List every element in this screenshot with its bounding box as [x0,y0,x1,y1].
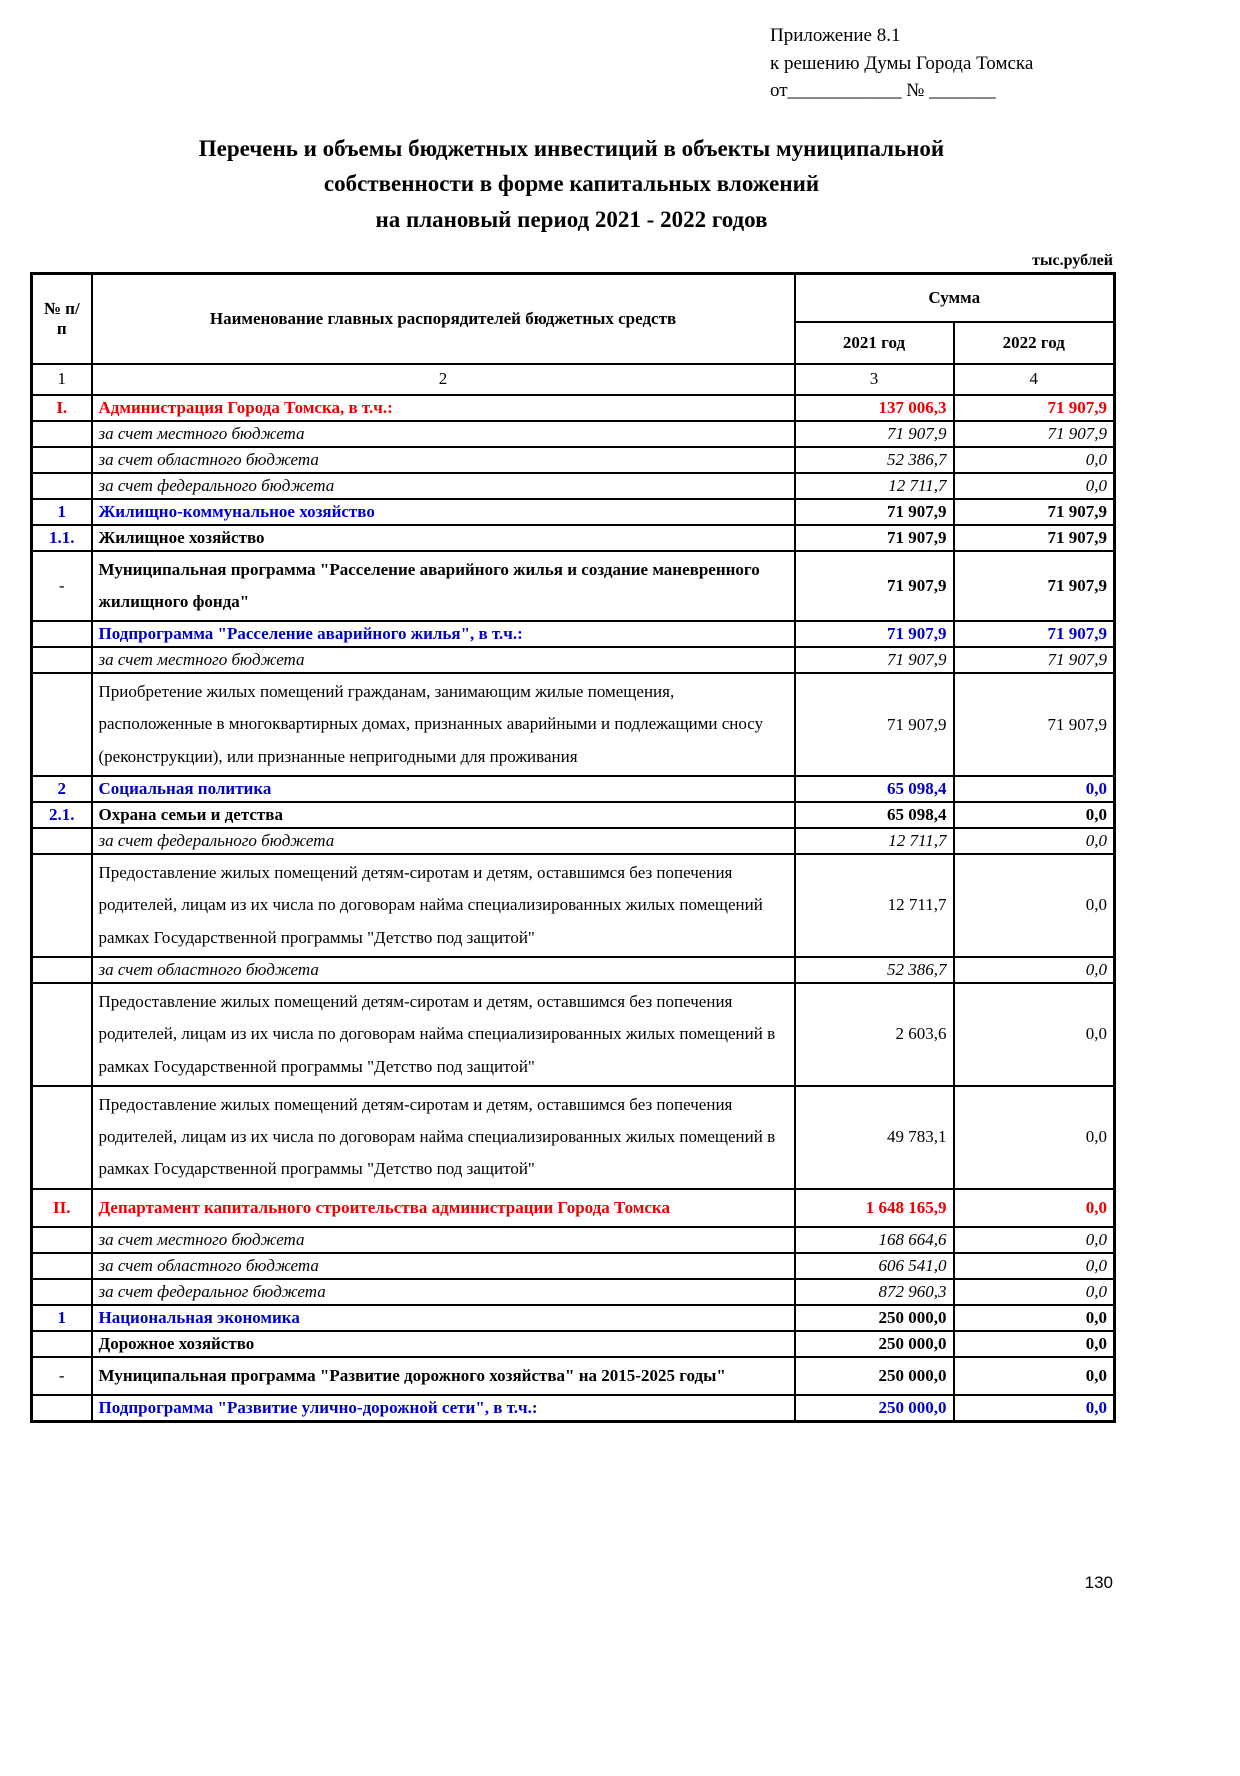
value-2022: 71 907,9 [954,647,1115,673]
table-row [32,1253,1115,1279]
value-2021: 12 711,7 [795,828,954,854]
value-2022: 0,0 [954,1253,1115,1279]
table-row [32,1331,1115,1357]
header-sum: Сумма [795,273,1115,322]
value-2022: 71 907,9 [954,551,1115,622]
value-2021: 71 907,9 [795,499,954,525]
document-page [0,22,1240,1776]
row-number: II. [32,1189,92,1227]
value-2022: 71 907,9 [954,621,1115,647]
title-line-3: на плановый период 2021 - 2022 годов [375,206,768,232]
row-name: Жилищно-коммунальное хозяйство [92,499,795,525]
value-2021: 12 711,7 [795,854,954,957]
row-number [32,1086,92,1189]
table-row [32,647,1115,673]
table-row [32,1305,1115,1331]
value-2022: 0,0 [954,1086,1115,1189]
value-2022: 0,0 [954,776,1115,802]
value-2021: 71 907,9 [795,551,954,622]
row-name: Предоставление жилых помещений детям-сиротам и детям, оставшимся без попечения родителей, лицам из их числа по договорам найма специализированных жилых помещений в рамках Государственной программы "Детство под защитой" [92,1086,795,1189]
table-row [32,673,1115,776]
row-number [32,1395,92,1422]
table-row [32,983,1115,1086]
value-2021: 1 648 165,9 [795,1189,954,1227]
table-row [32,957,1115,983]
value-2021: 168 664,6 [795,1227,954,1253]
value-2021: 71 907,9 [795,525,954,551]
value-2022: 71 907,9 [954,421,1115,447]
value-2021: 250 000,0 [795,1357,954,1395]
header-name: Наименование главных распорядителей бюджетных средств [92,273,795,364]
table-row [32,621,1115,647]
row-name: Дорожное хозяйство [92,1331,795,1357]
row-number: I. [32,395,92,421]
row-number [32,1279,92,1305]
column-index-4: 4 [954,364,1115,395]
table-header [32,273,1115,395]
value-2022: 0,0 [954,1227,1115,1253]
row-number: 1.1. [32,525,92,551]
header-row-number: № п/п [32,273,92,364]
row-name: за счет местного бюджета [92,647,795,673]
table-row [32,551,1115,622]
value-2021: 250 000,0 [795,1305,954,1331]
row-name: за счет областного бюджета [92,957,795,983]
value-2022: 71 907,9 [954,673,1115,776]
table-row [32,499,1115,525]
row-name: за счет федерального бюджета [92,828,795,854]
row-number [32,647,92,673]
value-2021: 49 783,1 [795,1086,954,1189]
table-row [32,854,1115,957]
budget-table [30,272,1116,1424]
value-2022: 0,0 [954,1189,1115,1227]
value-2021: 250 000,0 [795,1395,954,1422]
value-2022: 0,0 [954,983,1115,1086]
value-2022: 0,0 [954,854,1115,957]
row-name: Жилищное хозяйство [92,525,795,551]
row-name: за счет местного бюджета [92,1227,795,1253]
value-2022: 0,0 [954,1279,1115,1305]
appendix-line-2: к решению Думы Города Томска [770,52,1034,74]
header-year-2021: 2021 год [795,322,954,364]
value-2022: 0,0 [954,1331,1115,1357]
value-2021: 65 098,4 [795,802,954,828]
row-number: 2.1. [32,802,92,828]
value-2021: 71 907,9 [795,673,954,776]
value-2022: 0,0 [954,473,1115,499]
page-title [30,131,1113,238]
table-row [32,473,1115,499]
table-body [32,395,1115,1422]
value-2022: 0,0 [954,1395,1115,1422]
row-number [32,621,92,647]
value-2022: 0,0 [954,447,1115,473]
table-row [32,1227,1115,1253]
row-number [32,421,92,447]
row-name: Муниципальная программа "Развитие дорожного хозяйства" на 2015-2025 годы" [92,1357,795,1395]
value-2021: 872 960,3 [795,1279,954,1305]
table-row [32,1189,1115,1227]
table-row [32,447,1115,473]
value-2022: 0,0 [954,1305,1115,1331]
table-row [32,421,1115,447]
row-name: Предоставление жилых помещений детям-сиротам и детям, оставшимся без попечения родителей, лицам из их числа по договорам найма специализированных жилых помещений рамках Государственной программы "Детство под защитой" [92,854,795,957]
column-index-3: 3 [795,364,954,395]
table-row [32,395,1115,421]
row-name: Департамент капитального строительства администрации Города Томска [92,1189,795,1227]
row-name: Подпрограмма "Расселение аварийного жилья", в т.ч.: [92,621,795,647]
value-2022: 0,0 [954,957,1115,983]
row-name: Национальная экономика [92,1305,795,1331]
table-row [32,1086,1115,1189]
table-row [32,802,1115,828]
header-year-2022: 2022 год [954,322,1115,364]
row-name: за счет федерального бюджета [92,473,795,499]
row-name: за счет областного бюджета [92,447,795,473]
row-name: Социальная политика [92,776,795,802]
value-2022: 0,0 [954,802,1115,828]
row-number [32,957,92,983]
row-number: - [32,551,92,622]
table-row [32,1279,1115,1305]
row-name: Муниципальная программа "Расселение аварийного жилья и создание маневренного жилищного фонда" [92,551,795,622]
row-number [32,447,92,473]
value-2021: 137 006,3 [795,395,954,421]
table-row [32,828,1115,854]
value-2022: 71 907,9 [954,499,1115,525]
value-2021: 52 386,7 [795,447,954,473]
value-2021: 71 907,9 [795,647,954,673]
table-row [32,525,1115,551]
value-2021: 2 603,6 [795,983,954,1086]
appendix-block [770,22,1240,105]
value-2022: 71 907,9 [954,525,1115,551]
appendix-line-3: от____________ № _______ [770,80,996,102]
row-name: за счет областного бюджета [92,1253,795,1279]
row-number [32,854,92,957]
table-row [32,776,1115,802]
title-line-2: собственности в форме капитальных вложений [323,171,820,197]
row-name: Приобретение жилых помещений гражданам, занимающим жилые помещения, расположенные в многоквартирных домах, признанных аварийными и подлежащими сносу (реконструкции), или признанные непригодными для проживания [92,673,795,776]
unit-note: тыс.рублей [1032,251,1113,269]
value-2021: 65 098,4 [795,776,954,802]
value-2022: 0,0 [954,1357,1115,1395]
row-name: Подпрограмма "Развитие улично-дорожной сети", в т.ч.: [92,1395,795,1422]
row-number: 1 [32,1305,92,1331]
title-line-1: Перечень и объемы бюджетных инвестиций в объекты муниципальной [198,135,945,161]
value-2021: 71 907,9 [795,421,954,447]
row-name: Предоставление жилых помещений детям-сиротам и детям, оставшимся без попечения родителей, лицам из их числа по договорам найма специализированных жилых помещений в рамках Государственной программы "Детство под защитой" [92,983,795,1086]
value-2022: 71 907,9 [954,395,1115,421]
value-2022: 0,0 [954,828,1115,854]
row-number [32,673,92,776]
table-row [32,1357,1115,1395]
value-2021: 12 711,7 [795,473,954,499]
row-name: Администрация Города Томска, в т.ч.: [92,395,795,421]
row-name: за счет местного бюджета [92,421,795,447]
page-number: 130 [1084,1573,1113,1593]
value-2021: 250 000,0 [795,1331,954,1357]
value-2021: 52 386,7 [795,957,954,983]
row-number [32,473,92,499]
row-number [32,1227,92,1253]
value-2021: 71 907,9 [795,621,954,647]
row-number: 2 [32,776,92,802]
row-number [32,983,92,1086]
row-name: за счет федеральног бюджета [92,1279,795,1305]
column-index-2: 2 [92,364,795,395]
row-number: 1 [32,499,92,525]
row-number: - [32,1357,92,1395]
table-row [32,1395,1115,1422]
row-number [32,1253,92,1279]
row-number [32,828,92,854]
row-number [32,1331,92,1357]
appendix-line-1: Приложение 8.1 [770,25,901,46]
row-name: Охрана семьи и детства [92,802,795,828]
value-2021: 606 541,0 [795,1253,954,1279]
column-index-1: 1 [32,364,92,395]
